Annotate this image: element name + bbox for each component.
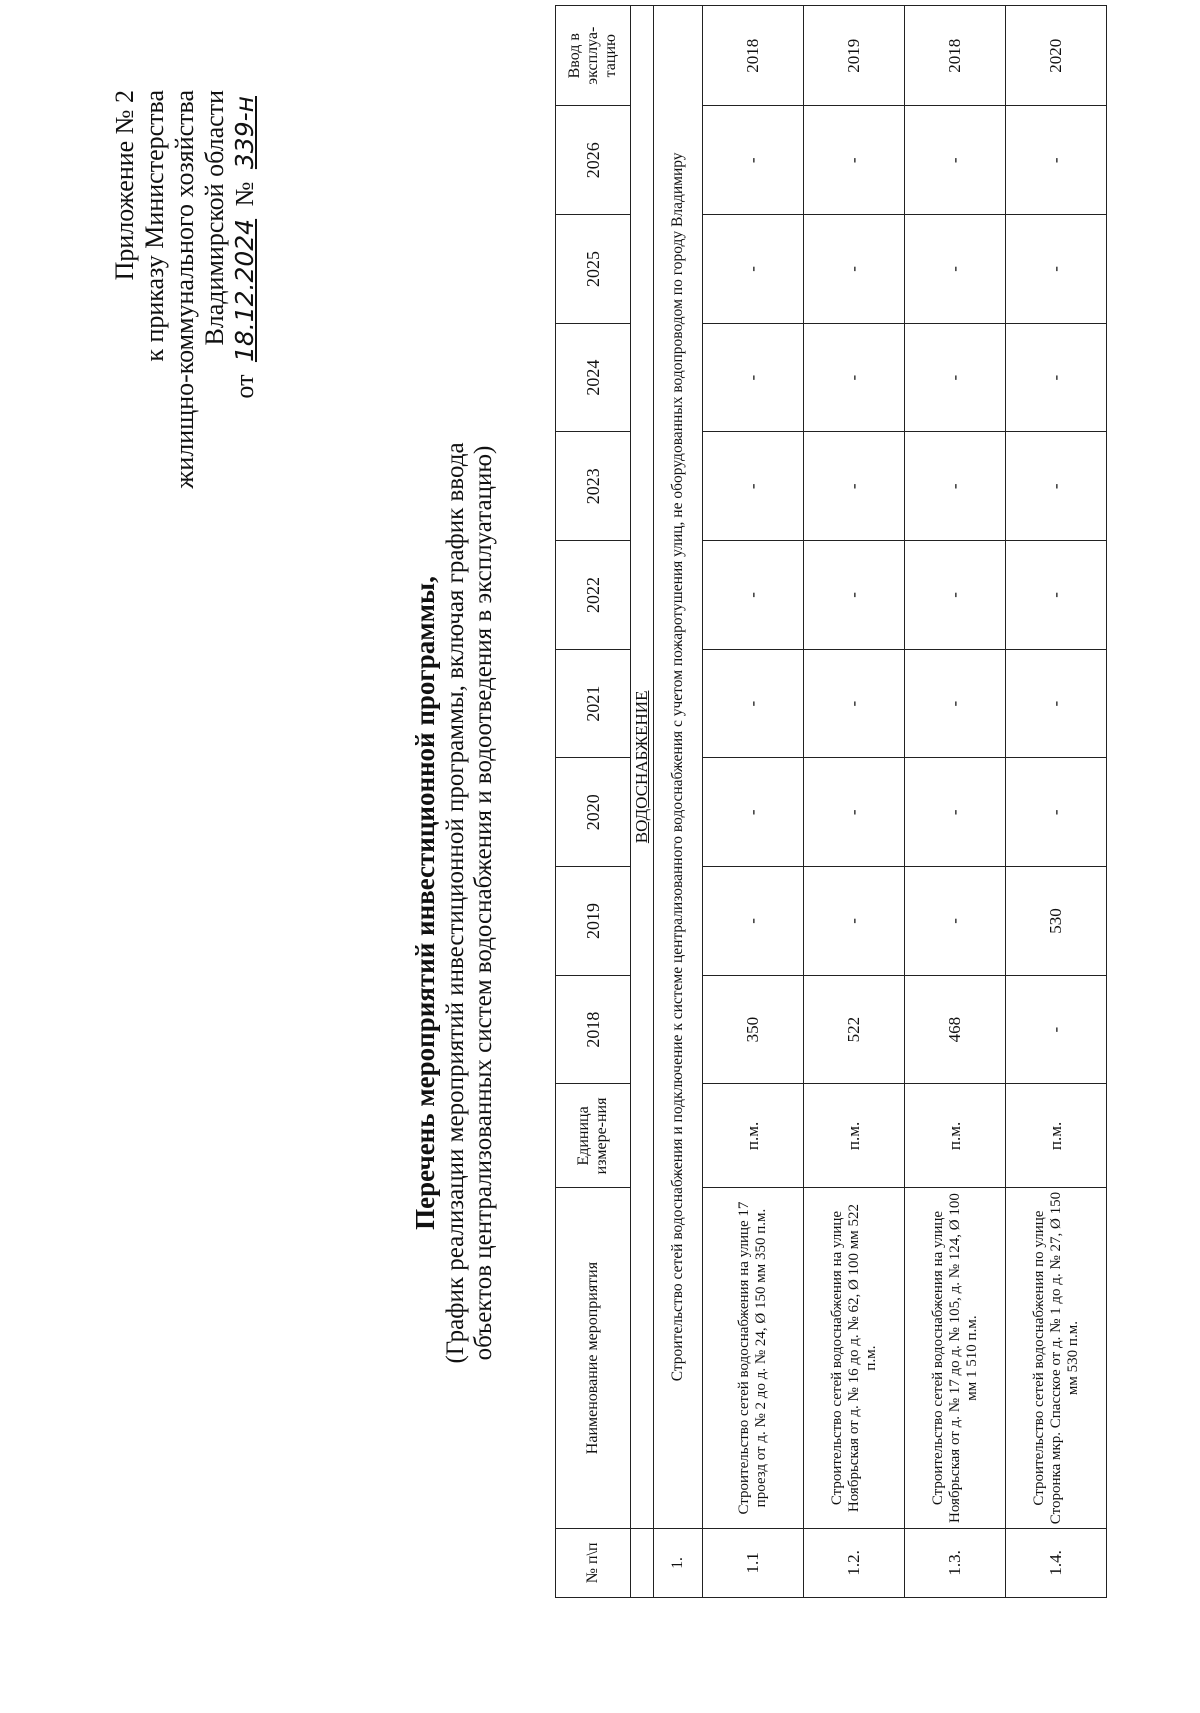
table-row [804,6,905,1598]
header-year: 2018 [556,975,631,1084]
row-value: - [703,649,804,758]
order-date: 18.12.2024 [230,218,259,363]
subsection-num: 1. [654,1528,703,1597]
row-commission: 2018 [703,6,804,106]
row-value: 530 [1006,867,1107,976]
row-unit: п.м. [703,1084,804,1188]
row-value: - [703,215,804,324]
row-value: - [703,541,804,650]
row-value: 468 [905,975,1006,1084]
row-value: - [703,867,804,976]
row-value: - [1006,758,1107,867]
number-prefix: № [230,181,259,207]
row-value: - [703,323,804,432]
row-commission: 2019 [804,6,905,106]
header-year: 2020 [556,758,631,867]
header-unit: Единица измере-ния [556,1084,631,1188]
row-value: - [804,867,905,976]
row-value: - [804,432,905,541]
table-header-row [556,6,631,1598]
row-value: - [905,215,1006,324]
row-value: - [1006,649,1107,758]
row-value: - [905,323,1006,432]
header-name: Наименование мероприятия [556,1188,631,1528]
row-num: 1.4. [1006,1528,1107,1597]
row-commission: 2018 [905,6,1006,106]
subsection-text: Строительство сетей водоснабжения и подключение к системе централизованного водоснабжения с учетом пожаротушения улиц, не оборудованных водопроводом по городу Владимиру [654,6,703,1529]
row-value: - [703,432,804,541]
table-row [703,6,804,1598]
header-year: 2022 [556,541,631,650]
row-value: - [804,758,905,867]
header-year: 2019 [556,867,631,976]
row-value: - [804,323,905,432]
approval-date-line [230,90,260,489]
investment-schedule-table [555,5,1107,1598]
row-value: - [1006,432,1107,541]
row-value: - [804,649,905,758]
row-num: 1.3. [905,1528,1006,1597]
row-num: 1.2. [804,1528,905,1597]
row-value: - [1006,106,1107,215]
row-value: - [905,649,1006,758]
row-value: - [905,867,1006,976]
header-year: 2021 [556,649,631,758]
document-title: Перечень мероприятий инвестиционной программы, [410,576,440,1230]
row-unit: п.м. [1006,1084,1107,1188]
row-name: Строительство сетей водоснабжения на улице 17 проезд от д. № 2 до д. № 24, Ø 150 мм 350 п.м. [703,1188,804,1528]
row-value: 522 [804,975,905,1084]
row-value: - [804,541,905,650]
document-title-block [408,273,498,1533]
approval-block [110,90,260,489]
row-value: - [1006,541,1107,650]
header-year: 2023 [556,432,631,541]
section-row [631,6,654,1598]
header-year: 2024 [556,323,631,432]
row-value: - [905,758,1006,867]
row-value: - [1006,975,1107,1084]
header-year: 2025 [556,215,631,324]
row-value: - [804,215,905,324]
order-number: 339-н [230,96,259,170]
row-name: Строительство сетей водоснабжения по улице Сторонка мкр. Спасское от д. № 1 до д. № 27, Ø 150 мм 530 п.м. [1006,1188,1107,1528]
row-commission: 2020 [1006,6,1107,106]
row-num: 1.1 [703,1528,804,1597]
row-value: - [804,106,905,215]
row-value: 350 [703,975,804,1084]
section-title: ВОДОСНАБЖЕНИЕ [631,6,654,1529]
header-year: 2026 [556,106,631,215]
header-num: № п\п [556,1528,631,1597]
row-name: Строительство сетей водоснабжения на улице Ноябрьская от д. № 17 до д. № 105, д. № 124, Ø 100 мм 1 510 п.м. [905,1188,1006,1528]
approval-line-1: Приложение № 2 [110,90,139,281]
row-value: - [905,432,1006,541]
date-prefix: от [230,374,259,399]
header-commission: Ввод в эксплуа-тацию [556,6,631,106]
row-value: - [905,541,1006,650]
approval-line-4: Владимирской области [200,90,229,346]
subsection-row [654,6,703,1598]
row-unit: п.м. [804,1084,905,1188]
row-value: - [1006,215,1107,324]
document-subtitle-1: (График реализации мероприятий инвестиционной программы, включая график ввода [442,442,469,1364]
row-value: - [905,106,1006,215]
approval-line-2: к приказу Министерства [140,90,169,362]
row-value: - [703,106,804,215]
row-value: - [1006,323,1107,432]
approval-line-3: жилищно-коммунального хозяйства [170,90,199,489]
table-row [1006,6,1107,1598]
row-value: - [703,758,804,867]
row-unit: п.м. [905,1084,1006,1188]
document-subtitle-2: объектов централизованных систем водоснабжения и водоотведения в эксплуатацию) [470,445,497,1361]
row-name: Строительство сетей водоснабжения на улице Ноябрьская от д. № 16 до д. № 62, Ø 100 мм 522 п.м. [804,1188,905,1528]
table-row [905,6,1006,1598]
section-empty-cell [631,1528,654,1597]
